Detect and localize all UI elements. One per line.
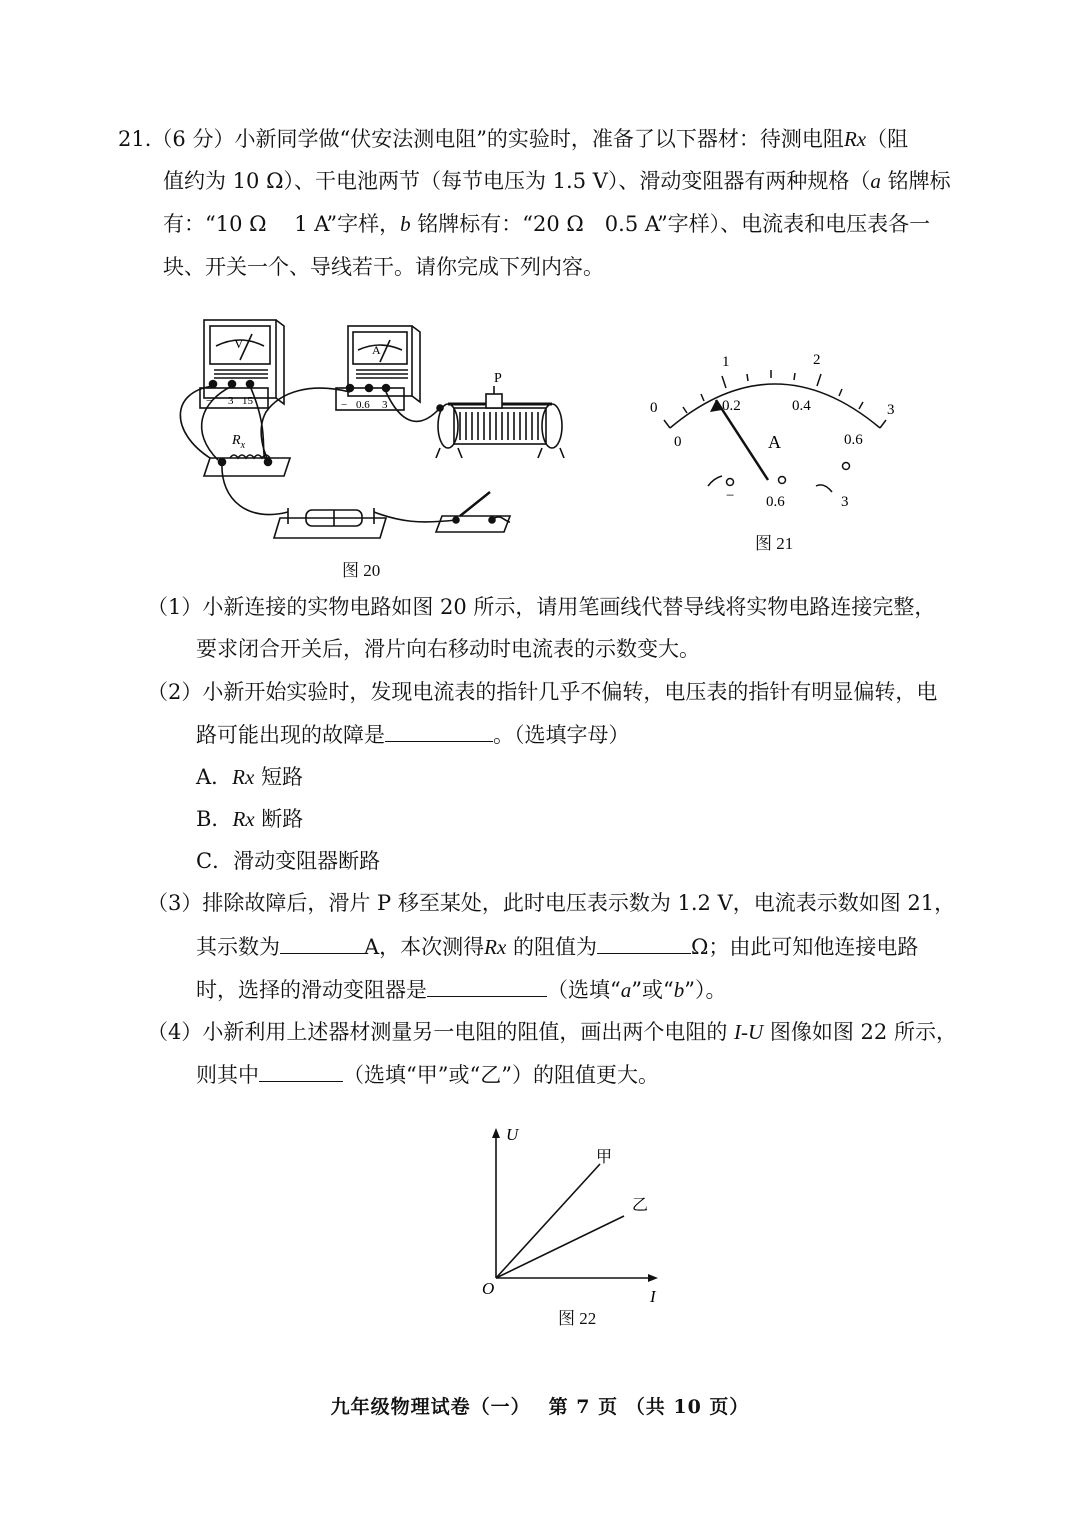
question-line-1: 21.（6 分）小新同学做“伏安法测电阻”的实验时，准备了以下器材：待测电阻Rx（阻 <box>118 127 909 151</box>
series-yi-line <box>496 1216 624 1278</box>
answer-blank-rheostat[interactable] <box>427 974 547 997</box>
ammeter-terminal-06: 0.6 <box>356 399 370 411</box>
question-line-4: 块、开关一个、导线若干。请你完成下列内容。 <box>163 255 604 279</box>
figure-22-caption: 图 22 <box>558 1309 597 1328</box>
question-line-3: 有：“10 Ω 1 A”字样，b 铭牌标有：“20 Ω 0.5 A”字样）、电流表和电压表各一 <box>163 212 931 236</box>
voltmeter-terminal-3: 3 <box>228 395 234 407</box>
ammeter <box>336 326 420 410</box>
terminal-06: 0.6 <box>766 494 785 510</box>
series-jia-line <box>496 1164 600 1278</box>
y-axis-arrow <box>492 1128 500 1138</box>
terminal-3: 3 <box>841 494 849 510</box>
figure-20-caption: 图 20 <box>342 561 381 580</box>
answer-blank-larger[interactable] <box>259 1059 343 1082</box>
voltmeter-terminal-neg: − <box>206 395 213 407</box>
unit-letter-a: A <box>768 432 781 452</box>
inner-scale-0: 0 <box>674 434 682 450</box>
x-axis-arrow <box>648 1274 658 1282</box>
answer-blank-current[interactable] <box>280 931 364 954</box>
outer-scale-0: 0 <box>650 400 658 416</box>
outer-scale-2: 2 <box>813 352 821 368</box>
outer-scale-3: 3 <box>887 402 895 418</box>
option-b: B．Rx 断路 <box>196 807 304 831</box>
rheostat <box>436 386 564 458</box>
figure-20-circuit <box>160 312 600 552</box>
ammeter-terminal-neg: − <box>341 399 348 411</box>
series-jia-label: 甲 <box>596 1149 613 1166</box>
x-axis-label: I <box>650 1287 656 1306</box>
part-3-line-3: 时，选择的滑动变阻器是 （选填“a”或“b”）。 <box>196 974 726 1005</box>
part-2-line-1: （2）小新开始实验时，发现电流表的指针几乎不偏转，电压表的指针有明显偏转，电 <box>147 680 938 704</box>
question-line-2: 值约为 10 Ω）、干电池两节（每节电压为 1.5 V）、滑动变阻器有两种规格（a 铭牌标 <box>163 169 951 193</box>
inner-scale-06: 0.6 <box>844 432 863 448</box>
inner-scale-04: 0.4 <box>792 398 811 414</box>
option-c: C．滑动变阻器断路 <box>196 849 381 873</box>
figure-21-caption: 图 21 <box>755 534 794 553</box>
answer-blank-resistance[interactable] <box>597 931 691 954</box>
question-score: （6 分） <box>151 127 235 151</box>
origin-label: O <box>482 1279 495 1298</box>
part-3-line-1: （3）排除故障后，滑片 P 移至某处，此时电压表示数为 1.2 V，电流表示数如图 21， <box>147 891 956 915</box>
switch <box>436 492 510 532</box>
figure-21-ammeter-dial <box>640 344 910 524</box>
part-4-line-1: （4）小新利用上述器材测量另一电阻的阻值，画出两个电阻的 I-U 图像如图 22 所示， <box>147 1020 957 1044</box>
ammeter-terminal-3: 3 <box>382 399 388 411</box>
part-3-line-2: 其示数为 A，本次测得Rx 的阻值为 Ω；由此可知他连接电路 <box>196 931 918 962</box>
part-2-line-2: 路可能出现的故障是 。（选填字母） <box>196 719 630 750</box>
outer-scale-1: 1 <box>722 354 730 370</box>
option-a: A．Rx 短路 <box>196 765 304 789</box>
inner-scale-02: 0.2 <box>722 398 741 414</box>
rx-symbol: Rx <box>843 127 867 151</box>
answer-blank-fault[interactable] <box>385 719 493 742</box>
part-1-line-1: （1）小新连接的实物电路如图 20 所示，请用笔画线代替导线将实物电路连接完整， <box>147 595 936 619</box>
resistor-label: $R_x$ <box>232 433 246 451</box>
figure-22-iu-graph <box>470 1120 670 1310</box>
ammeter-letter: A <box>372 343 381 357</box>
part-4-line-2: 则其中 （选填“甲”或“乙”）的阻值更大。 <box>196 1059 659 1090</box>
voltmeter-letter: V <box>234 336 244 351</box>
slider-label-p: P <box>494 371 502 386</box>
terminal-neg: − <box>726 488 735 504</box>
part-1-line-2: 要求闭合开关后，滑片向右移动时电流表的示数变大。 <box>196 637 700 661</box>
battery-holder <box>274 508 386 538</box>
page-footer: 九年级物理试卷（一） 第 7 页 （共 10 页） <box>330 1396 750 1418</box>
question-number: 21. <box>118 127 152 151</box>
y-axis-label: U <box>506 1125 519 1144</box>
series-yi-label: 乙 <box>632 1197 649 1214</box>
voltmeter-terminal-15: 15 <box>242 395 253 407</box>
